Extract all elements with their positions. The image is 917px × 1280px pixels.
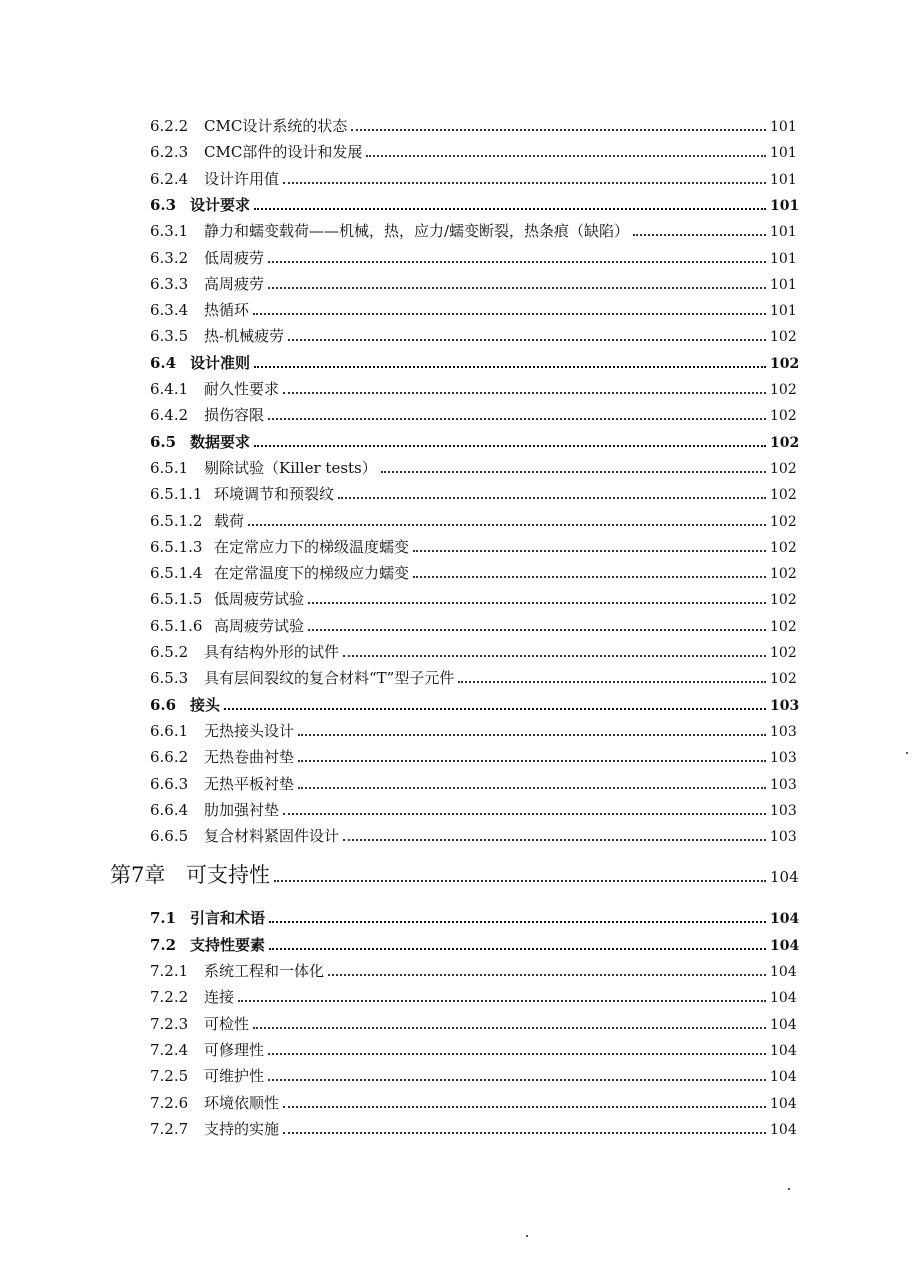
dot-leader xyxy=(351,128,766,131)
toc-entry[interactable] xyxy=(150,169,796,190)
dot-leader xyxy=(274,879,766,882)
dot-leader xyxy=(283,391,766,394)
toc-entry[interactable] xyxy=(150,935,800,956)
dot-leader xyxy=(248,523,766,526)
toc-entry[interactable] xyxy=(150,405,796,426)
toc-entry-title: 低周疲劳试验 xyxy=(214,590,305,609)
toc-entry-title: CMC设计系统的状态 xyxy=(204,117,348,135)
toc-entry-number: 6.5.1.5 xyxy=(150,590,203,609)
dot-leader xyxy=(298,759,766,762)
toc-entry-title: 复合材料紧固件设计 xyxy=(204,827,340,846)
toc-entry[interactable] xyxy=(150,987,796,1008)
dot-leader xyxy=(343,654,766,657)
toc-entry-number: 6.4.2 xyxy=(150,406,189,425)
toc-entry-title: 数据要求 xyxy=(190,432,251,451)
toc-entry-page: 104 xyxy=(770,1095,797,1112)
toc-entry-number: 6.2.3 xyxy=(150,143,189,162)
toc-entry-number: 6.5.3 xyxy=(150,669,189,688)
toc-entry-number: 7.2.4 xyxy=(150,1040,189,1059)
toc-entry-number: 6.3.3 xyxy=(150,274,189,293)
toc-entry-number: 7.2.3 xyxy=(150,1014,189,1033)
toc-entry[interactable] xyxy=(150,116,796,137)
toc-entry[interactable] xyxy=(150,961,796,982)
toc-entry-page: 102 xyxy=(770,408,797,425)
toc-entry-title: 低周疲劳 xyxy=(204,248,265,267)
toc-entry-number: 7.2.6 xyxy=(150,1093,189,1112)
toc-entry-page: 101 xyxy=(770,197,800,214)
toc-entry-number: 6.4.1 xyxy=(150,380,189,398)
dot-leader xyxy=(283,812,766,815)
toc-entry-title: 剔除试验（Killer tests） xyxy=(204,458,377,477)
toc-entry-page: 103 xyxy=(770,829,797,846)
toc-entry-number: 6.5.1.6 xyxy=(150,616,203,635)
toc-entry[interactable] xyxy=(150,432,800,453)
toc-entry-page: 103 xyxy=(770,776,797,793)
dot-leader xyxy=(413,575,766,578)
toc-entry-page: 102 xyxy=(770,671,797,688)
toc-entry-page: 102 xyxy=(770,645,797,661)
toc-entry-title: 设计许用值 xyxy=(204,169,280,188)
toc-entry-number: 6.5.1 xyxy=(150,458,189,477)
toc-entry-title: 在定常温度下的梯级应力蠕变 xyxy=(214,564,410,583)
toc-entry-title: CMC部件的设计和发展 xyxy=(204,143,363,162)
dot-leader xyxy=(254,444,766,447)
toc-entry-number: 6.5.1.3 xyxy=(150,537,203,556)
toc-entry-title: 具有层间裂纹的复合材料“T”型子元件 xyxy=(204,669,455,688)
dot-leader xyxy=(338,496,766,499)
toc-entry-page: 101 xyxy=(770,276,797,293)
toc-entry-title: 设计要求 xyxy=(190,195,251,214)
dot-leader xyxy=(268,260,766,263)
toc-entry[interactable] xyxy=(150,800,796,821)
toc-entry-page: 102 xyxy=(770,487,797,504)
toc-entry[interactable] xyxy=(150,1093,796,1114)
toc-entry-number: 7.2.5 xyxy=(150,1067,189,1086)
toc-entry-page: 104 xyxy=(770,937,800,954)
dot-leader xyxy=(298,786,766,789)
dot-leader xyxy=(308,601,766,604)
toc-entry[interactable] xyxy=(150,484,796,505)
toc-entry[interactable] xyxy=(150,563,796,584)
toc-entry[interactable] xyxy=(150,353,800,374)
dot-leader xyxy=(343,838,766,841)
toc-entry-title: 可修理性 xyxy=(204,1040,265,1059)
toc-entry-number: 6.6 xyxy=(150,695,177,714)
toc-entry-page: 102 xyxy=(770,460,797,477)
toc-entry-title: 高周疲劳 xyxy=(204,274,265,293)
dot-leader xyxy=(366,154,766,157)
toc-entry-title: 在定常应力下的梯级温度蠕变 xyxy=(214,537,410,556)
toc-entry-page: 104 xyxy=(770,868,799,887)
dot-leader xyxy=(224,707,766,710)
toc-entry-number: 6.6.2 xyxy=(150,748,189,767)
toc-entry[interactable] xyxy=(150,826,796,847)
toc-entry-page: 102 xyxy=(770,329,797,346)
toc-entry-page: 104 xyxy=(770,964,797,980)
toc-entry-title: 可维护性 xyxy=(204,1067,265,1086)
toc-entry-title: 热循环 xyxy=(204,301,250,320)
dot-leader xyxy=(413,549,766,552)
toc-entry-title: 无热接头设计 xyxy=(204,721,295,740)
toc-entry-page: 102 xyxy=(770,539,797,556)
toc-entry-page: 101 xyxy=(770,250,797,267)
toc-entry-number: 7.2.1 xyxy=(150,962,189,980)
toc-entry[interactable] xyxy=(150,458,796,479)
toc-entry-number: 6.3.5 xyxy=(150,327,189,346)
toc-entry-page: 102 xyxy=(770,566,797,583)
toc-entry-page: 104 xyxy=(770,1042,797,1059)
dot-leader xyxy=(269,947,766,950)
toc-entry-title: 引言和术语 xyxy=(190,909,266,928)
toc-entry-number: 6.2.4 xyxy=(150,169,189,188)
toc-entry-number: 6.5.1.4 xyxy=(150,564,203,583)
toc-entry[interactable] xyxy=(150,142,796,163)
toc-entry-page: 104 xyxy=(770,1069,797,1086)
dot-leader xyxy=(253,1026,766,1029)
toc-entry-page: 102 xyxy=(770,513,797,530)
dot-leader xyxy=(268,1078,766,1081)
toc-entry-title: 具有结构外形的试件 xyxy=(204,643,340,661)
toc-entry-page: 102 xyxy=(770,355,800,372)
toc-entry-title: 静力和蠕变载荷——机械，热，应力/蠕变断裂，热条痕（缺陷） xyxy=(204,222,630,241)
toc-entry-title: 可检性 xyxy=(204,1014,250,1033)
dot-leader xyxy=(458,680,766,683)
toc-entry-title: 设计准则 xyxy=(190,353,251,372)
toc-entry-page: 102 xyxy=(770,592,797,609)
toc-entry[interactable] xyxy=(150,274,796,295)
toc-entry-page: 103 xyxy=(770,697,800,714)
dot-leader xyxy=(328,973,766,976)
toc-entry[interactable] xyxy=(150,774,796,795)
toc-entry-number: 第7章 xyxy=(110,863,166,888)
toc-entry-page: 102 xyxy=(770,434,800,451)
toc-entry-number: 6.6.4 xyxy=(150,800,189,819)
scan-speck xyxy=(526,1235,528,1237)
toc-entry-number: 6.3 xyxy=(150,195,177,214)
toc-entry-number: 7.2.7 xyxy=(150,1119,189,1138)
dot-leader xyxy=(254,365,766,368)
toc-entry-number: 7.1 xyxy=(150,909,177,928)
toc-entry-title: 载荷 xyxy=(214,511,245,530)
toc-entry[interactable] xyxy=(150,326,796,347)
toc-entry-title: 无热卷曲衬垫 xyxy=(204,748,295,767)
toc-entry-number: 6.3.4 xyxy=(150,301,189,320)
toc-entry-number: 6.3.1 xyxy=(150,222,189,241)
toc-entry[interactable] xyxy=(150,511,796,532)
dot-leader xyxy=(298,733,766,736)
toc-entry-number: 6.5.2 xyxy=(150,643,189,661)
toc-entry-number: 6.5.1.1 xyxy=(150,485,203,504)
toc-entry-title: 高周疲劳试验 xyxy=(214,616,305,635)
dot-leader xyxy=(269,920,766,923)
toc-entry-page: 102 xyxy=(770,618,797,635)
toc-entry-title: 损伤容限 xyxy=(204,406,265,425)
toc-entry-page: 101 xyxy=(770,119,797,135)
toc-entry[interactable] xyxy=(150,300,796,321)
toc-entry[interactable] xyxy=(150,721,796,742)
dot-leader xyxy=(381,470,766,473)
toc-entry-page: 101 xyxy=(770,145,797,162)
dot-leader xyxy=(268,1052,766,1055)
toc-entry-page: 104 xyxy=(770,911,800,928)
toc-entry-page: 101 xyxy=(770,303,797,320)
dot-leader xyxy=(283,1131,766,1134)
toc-entry-page: 103 xyxy=(770,750,797,767)
toc-entry-number: 6.5 xyxy=(150,432,177,451)
toc-entry[interactable] xyxy=(150,379,796,400)
toc-entry-title: 热-机械疲劳 xyxy=(204,327,285,346)
dot-leader xyxy=(283,1105,766,1108)
toc-entry-number: 7.2 xyxy=(150,935,177,954)
toc-entry[interactable] xyxy=(150,1066,796,1087)
dot-leader xyxy=(268,286,766,289)
dot-leader xyxy=(268,417,766,420)
dot-leader xyxy=(283,181,766,184)
scan-speck xyxy=(788,1188,790,1190)
toc-entry[interactable] xyxy=(150,616,796,637)
toc-entry-page: 104 xyxy=(770,1016,797,1033)
toc-entry-title: 耐久性要求 xyxy=(204,380,280,398)
toc-entry-number: 6.6.1 xyxy=(150,721,189,740)
toc-entry[interactable] xyxy=(150,1119,796,1140)
toc-entry[interactable] xyxy=(150,1040,796,1061)
toc-entry[interactable] xyxy=(150,221,796,242)
dot-leader xyxy=(254,207,766,210)
scan-speck xyxy=(906,752,908,754)
toc-entry-number: 6.6.5 xyxy=(150,827,189,846)
toc-entry-title: 支持的实施 xyxy=(204,1119,280,1138)
dot-leader xyxy=(288,338,766,341)
toc-entry-title: 环境依顺性 xyxy=(204,1093,280,1112)
toc-entry-number: 6.3.2 xyxy=(150,248,189,267)
toc-entry-title: 无热平板衬垫 xyxy=(204,774,295,793)
dot-leader xyxy=(238,999,766,1002)
toc-entry-title: 环境调节和预裂纹 xyxy=(214,485,335,504)
toc-entry-title: 系统工程和一体化 xyxy=(204,962,325,980)
toc-entry-page: 101 xyxy=(770,224,797,241)
dot-leader xyxy=(633,233,766,236)
toc-entry-page: 103 xyxy=(770,723,797,740)
toc-entry-page: 102 xyxy=(770,382,797,398)
toc-entry-title: 肋加强衬垫 xyxy=(204,800,280,819)
toc-entry-title: 连接 xyxy=(204,988,235,1007)
toc-entry[interactable] xyxy=(150,537,796,558)
toc-entry-page: 101 xyxy=(770,171,797,188)
toc-entry[interactable] xyxy=(150,248,796,269)
toc-entry-page: 104 xyxy=(770,990,797,1007)
toc-entry-number: 7.2.2 xyxy=(150,988,189,1007)
toc-entry[interactable] xyxy=(150,195,800,216)
toc-entry-title: 接头 xyxy=(190,695,221,714)
toc-entry-page: 104 xyxy=(770,1121,797,1138)
dot-leader xyxy=(253,312,766,315)
toc-entry-number: 6.5.1.2 xyxy=(150,511,203,530)
toc-entry-number: 6.2.2 xyxy=(150,117,189,135)
toc-entry[interactable] xyxy=(150,589,796,610)
toc-entry-page: 103 xyxy=(770,802,797,819)
toc-entry[interactable] xyxy=(150,908,800,929)
toc-entry[interactable] xyxy=(150,668,796,689)
toc-entry[interactable] xyxy=(110,862,799,890)
toc-entry[interactable] xyxy=(150,747,796,768)
dot-leader xyxy=(308,628,766,631)
toc-entry-number: 6.6.3 xyxy=(150,774,189,793)
toc-entry[interactable] xyxy=(150,695,800,716)
toc-entry-title: 支持性要素 xyxy=(190,935,266,954)
toc-entry[interactable] xyxy=(150,1014,796,1035)
toc-entry-title: 可支持性 xyxy=(186,863,270,888)
toc-entry[interactable] xyxy=(150,642,796,663)
toc-entry-number: 6.4 xyxy=(150,353,177,372)
